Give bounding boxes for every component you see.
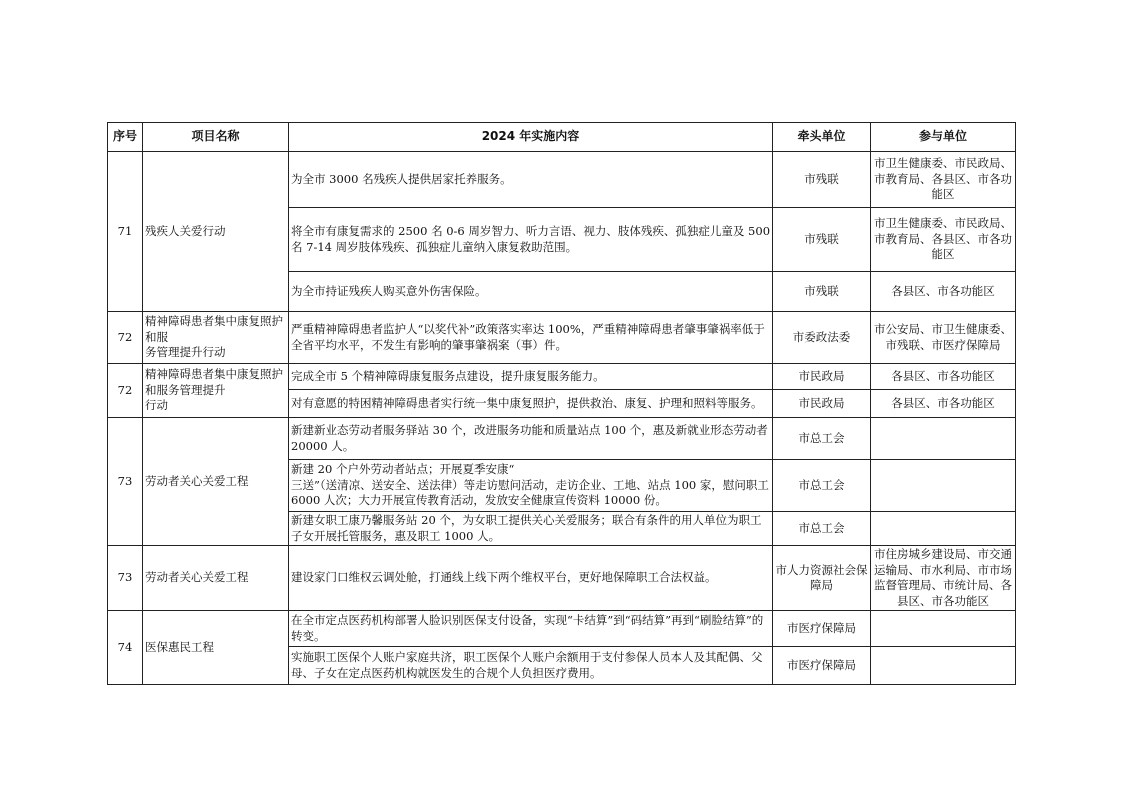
header-seq: 序号: [108, 123, 143, 152]
header-project-name: 项目名称: [143, 123, 289, 152]
content-cell: 建设家门口维权云调处舱，打通线上线下两个维权平台，更好地保障职工合法权益。: [289, 546, 773, 611]
header-content: 2024 年实施内容: [289, 123, 773, 152]
project-name: 劳动者关心关爱工程: [143, 418, 289, 546]
participating-units-cell: [871, 460, 1016, 512]
project-name: 精神障碍患者集中康复照护和服务管理提升 行动: [143, 364, 289, 418]
lead-unit-cell: 市总工会: [773, 512, 871, 546]
table-row: [108, 546, 1016, 611]
participating-units-cell: 市卫生健康委、市民政局、市教育局、各县区、市各功能区: [871, 208, 1016, 272]
header-participating-units: 参与单位: [871, 123, 1016, 152]
content-cell: 对有意愿的特困精神障碍患者实行统一集中康复照护，提供救治、康复、护理和照料等服务。: [289, 390, 773, 418]
project-table: [107, 122, 1016, 685]
row-number: 73: [108, 546, 143, 611]
lead-unit-cell: 市民政局: [773, 390, 871, 418]
project-name: 残疾人关爱行动: [143, 152, 289, 312]
participating-units-cell: [871, 647, 1016, 685]
content-cell: 为全市持证残疾人购买意外伤害保险。: [289, 272, 773, 312]
project-name: 精神障碍患者集中康复照护和服 务管理提升行动: [143, 312, 289, 364]
participating-units-cell: [871, 418, 1016, 460]
row-number: 73: [108, 418, 143, 546]
participating-units-cell: 各县区、市各功能区: [871, 364, 1016, 390]
lead-unit-cell: 市残联: [773, 152, 871, 208]
lead-unit-cell: 市医疗保障局: [773, 647, 871, 685]
content-cell: 新建 20 个户外劳动者站点；开展夏季安康“ 三送”（送清凉、送安全、送法律）等走访慰问活动，走访企业、工地、站点 100 家，慰问职工 6000 人次；大力开展宣传教育活动，发放安全健康宣传资料 10000 份。: [289, 460, 773, 512]
content-cell: 在全市定点医药机构部署人脸识别医保支付设备，实现“卡结算”到“码结算”再到“刷脸结算”的转变。: [289, 611, 773, 647]
lead-unit-cell: 市医疗保障局: [773, 611, 871, 647]
row-number: 71: [108, 152, 143, 312]
content-cell: 实施职工医保个人账户家庭共济，职工医保个人账户余额用于支付参保人员本人及其配偶、父母、子女在定点医药机构就医发生的合规个人负担医疗费用。: [289, 647, 773, 685]
participating-units-cell: 市住房城乡建设局、市交通运输局、市水利局、市市场监督管理局、市统计局、各县区、市各功能区: [871, 546, 1016, 611]
lead-unit-cell: 市残联: [773, 272, 871, 312]
participating-units-cell: 市公安局、市卫生健康委、市残联、市医疗保障局: [871, 312, 1016, 364]
content-cell: 将全市有康复需求的 2500 名 0-6 周岁智力、听力言语、视力、肢体残疾、孤独症儿童及 500 名 7-14 周岁肢体残疾、孤独症儿童纳入康复救助范围。: [289, 208, 773, 272]
project-name: 医保惠民工程: [143, 611, 289, 685]
content-cell: 新建新业态劳动者服务驿站 30 个，改进服务功能和质量站点 100 个，惠及新就业形态劳动者 20000 人。: [289, 418, 773, 460]
table-header-row: [108, 123, 1016, 152]
lead-unit-cell: 市委政法委: [773, 312, 871, 364]
row-number: 72: [108, 312, 143, 364]
lead-unit-cell: 市残联: [773, 208, 871, 272]
lead-unit-cell: 市总工会: [773, 418, 871, 460]
table-row: [108, 152, 1016, 208]
participating-units-cell: 各县区、市各功能区: [871, 272, 1016, 312]
table-row: [108, 312, 1016, 364]
lead-unit-cell: 市民政局: [773, 364, 871, 390]
participating-units-cell: [871, 512, 1016, 546]
table-row: [108, 418, 1016, 460]
participating-units-cell: 市卫生健康委、市民政局、市教育局、各县区、市各功能区: [871, 152, 1016, 208]
content-cell: 新建女职工康乃馨服务站 20 个，为女职工提供关心关爱服务；联合有条件的用人单位为职工子女开展托管服务，惠及职工 1000 人。: [289, 512, 773, 546]
content-cell: 严重精神障碍患者监护人“以奖代补”政策落实率达 100%，严重精神障碍患者肇事肇祸率低于全省平均水平，不发生有影响的肇事肇祸案（事）件。: [289, 312, 773, 364]
project-name: 劳动者关心关爱工程: [143, 546, 289, 611]
content-cell: 为全市 3000 名残疾人提供居家托养服务。: [289, 152, 773, 208]
table-row: [108, 364, 1016, 390]
lead-unit-cell: 市总工会: [773, 460, 871, 512]
participating-units-cell: [871, 611, 1016, 647]
lead-unit-cell: 市人力资源社会保障局: [773, 546, 871, 611]
header-lead-unit: 牵头单位: [773, 123, 871, 152]
content-cell: 完成全市 5 个精神障碍康复服务点建设，提升康复服务能力。: [289, 364, 773, 390]
participating-units-cell: 各县区、市各功能区: [871, 390, 1016, 418]
row-number: 72: [108, 364, 143, 418]
table-row: [108, 611, 1016, 647]
row-number: 74: [108, 611, 143, 685]
